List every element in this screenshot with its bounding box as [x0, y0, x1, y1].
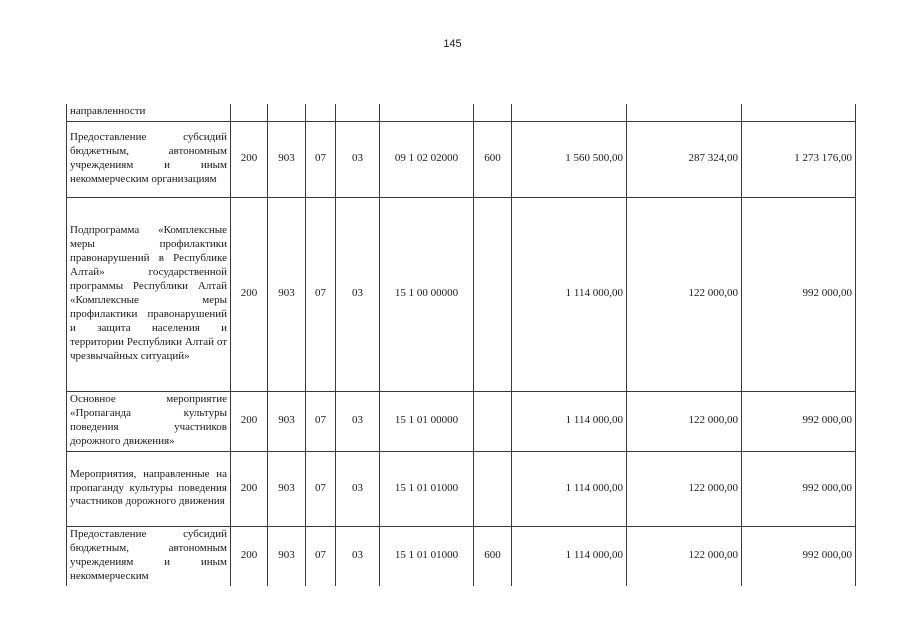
row-code-4: 03 [336, 121, 380, 197]
row-amount-result: 992 000,00 [742, 451, 856, 526]
row-name: Основное мероприятие «Пропаганда культуры поведения участников дорожного движения» [67, 391, 231, 451]
row-code-2: 903 [268, 391, 306, 451]
row-code-6 [474, 391, 512, 451]
row-amount-change: 287 324,00 [627, 121, 742, 197]
row-code-5: 15 1 01 01000 [380, 451, 474, 526]
row-amount-result [742, 104, 856, 121]
row-code-1 [231, 104, 268, 121]
row-code-5 [380, 104, 474, 121]
row-code-4: 03 [336, 391, 380, 451]
row-code-2 [268, 104, 306, 121]
row-amount-result: 992 000,00 [742, 197, 856, 391]
row-code-3 [306, 104, 336, 121]
row-code-3: 07 [306, 121, 336, 197]
row-amount-result: 992 000,00 [742, 391, 856, 451]
row-code-1: 200 [231, 526, 268, 586]
row-name: Предоставление субсидий бюджетным, автономным учреждениям и иным некоммерческим организациям [67, 121, 231, 197]
row-code-5: 09 1 02 02000 [380, 121, 474, 197]
row-name: Мероприятия, направленные на пропаганду культуры поведения участников дорожного движения [67, 451, 231, 526]
row-code-3: 07 [306, 451, 336, 526]
row-code-2: 903 [268, 121, 306, 197]
row-amount-total [512, 104, 627, 121]
page-number: 145 [443, 38, 462, 50]
row-code-3: 07 [306, 391, 336, 451]
table-row [67, 197, 856, 391]
row-code-1: 200 [231, 451, 268, 526]
table-row [67, 391, 856, 451]
row-code-2: 903 [268, 197, 306, 391]
row-code-6: 600 [474, 526, 512, 586]
row-amount-total: 1 114 000,00 [512, 451, 627, 526]
table-row [67, 104, 856, 121]
row-code-3: 07 [306, 197, 336, 391]
row-name: Подпрограмма «Комплексные меры профилактики правонарушений в Республике Алтай» государственной программы Республики Алтай «Комплексные меры профилактики правонарушений и защита населения и территории Республики Алтай от чрезвычайных ситуаций» [67, 197, 231, 391]
row-code-5: 15 1 01 01000 [380, 526, 474, 586]
row-amount-total: 1 560 500,00 [512, 121, 627, 197]
row-name: Предоставление субсидий бюджетным, автономным учреждениям и иным некоммерческим [67, 526, 231, 586]
row-amount-result: 1 273 176,00 [742, 121, 856, 197]
row-code-5: 15 1 00 00000 [380, 197, 474, 391]
row-code-4: 03 [336, 526, 380, 586]
table-row [67, 526, 856, 586]
row-code-6 [474, 104, 512, 121]
table-body [67, 104, 856, 586]
row-code-3: 07 [306, 526, 336, 586]
row-amount-change [627, 104, 742, 121]
budget-table [66, 104, 856, 586]
row-code-4 [336, 104, 380, 121]
row-code-2: 903 [268, 451, 306, 526]
row-code-6: 600 [474, 121, 512, 197]
table-row [67, 451, 856, 526]
row-amount-change: 122 000,00 [627, 451, 742, 526]
row-code-5: 15 1 01 00000 [380, 391, 474, 451]
row-amount-result: 992 000,00 [742, 526, 856, 586]
row-amount-total: 1 114 000,00 [512, 526, 627, 586]
row-code-4: 03 [336, 197, 380, 391]
row-amount-change: 122 000,00 [627, 391, 742, 451]
row-name: направленности [67, 104, 231, 121]
row-amount-total: 1 114 000,00 [512, 197, 627, 391]
row-code-2: 903 [268, 526, 306, 586]
table-row [67, 121, 856, 197]
row-amount-total: 1 114 000,00 [512, 391, 627, 451]
row-code-1: 200 [231, 121, 268, 197]
row-code-6 [474, 197, 512, 391]
row-code-1: 200 [231, 391, 268, 451]
row-amount-change: 122 000,00 [627, 526, 742, 586]
row-code-6 [474, 451, 512, 526]
row-code-4: 03 [336, 451, 380, 526]
row-amount-change: 122 000,00 [627, 197, 742, 391]
row-code-1: 200 [231, 197, 268, 391]
